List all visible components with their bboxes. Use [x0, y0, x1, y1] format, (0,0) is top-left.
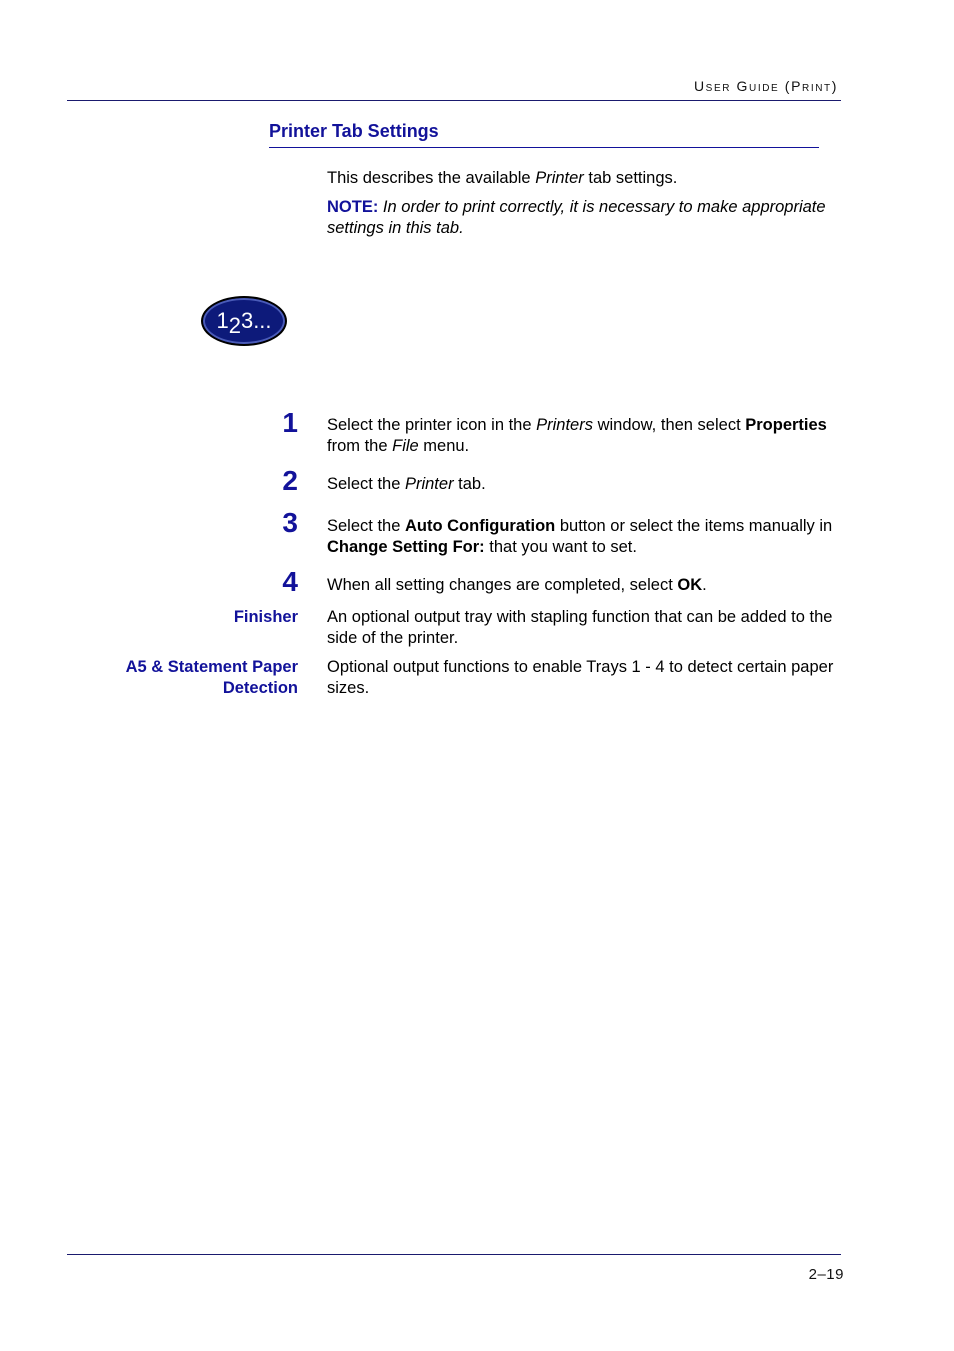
section-title: Printer Tab Settings	[269, 121, 819, 148]
step-text: Select the Printer tab.	[327, 475, 486, 493]
step-text: Select the Auto Configuration button or select the items manually in Change Setting For: that you want to set.	[327, 517, 833, 556]
note-paragraph: NOTE: In order to print correctly, it is necessary to make appropriate settings in this tab.	[327, 198, 826, 237]
step-number: 4	[282, 566, 298, 597]
step-number: 1	[282, 407, 298, 438]
step-number: 3	[282, 507, 298, 538]
definition-text: An optional output tray with stapling function that can be added to the side of the printer.	[327, 608, 833, 647]
step-text: Select the printer icon in the Printers window, then select Properties from the File menu.	[327, 416, 827, 455]
intro-paragraph: This describes the available Printer tab settings.	[327, 169, 678, 187]
definition-term: Finisher	[233, 608, 298, 626]
step-number: 2	[282, 465, 298, 496]
definition-text: Optional output functions to enable Trays 1 - 4 to detect certain paper sizes.	[327, 658, 834, 697]
numbered-steps-icon: 1 2 3...	[201, 296, 287, 346]
page-number: 2–19	[808, 1266, 844, 1283]
footer-rule	[67, 1254, 841, 1255]
running-header: User Guide (Print)	[693, 78, 838, 94]
note-label: NOTE:	[327, 198, 379, 216]
header-rule	[67, 100, 841, 101]
definition-term: A5 & Statement Paper Detection	[125, 658, 298, 697]
step-text: When all setting changes are completed, select OK.	[327, 576, 707, 594]
